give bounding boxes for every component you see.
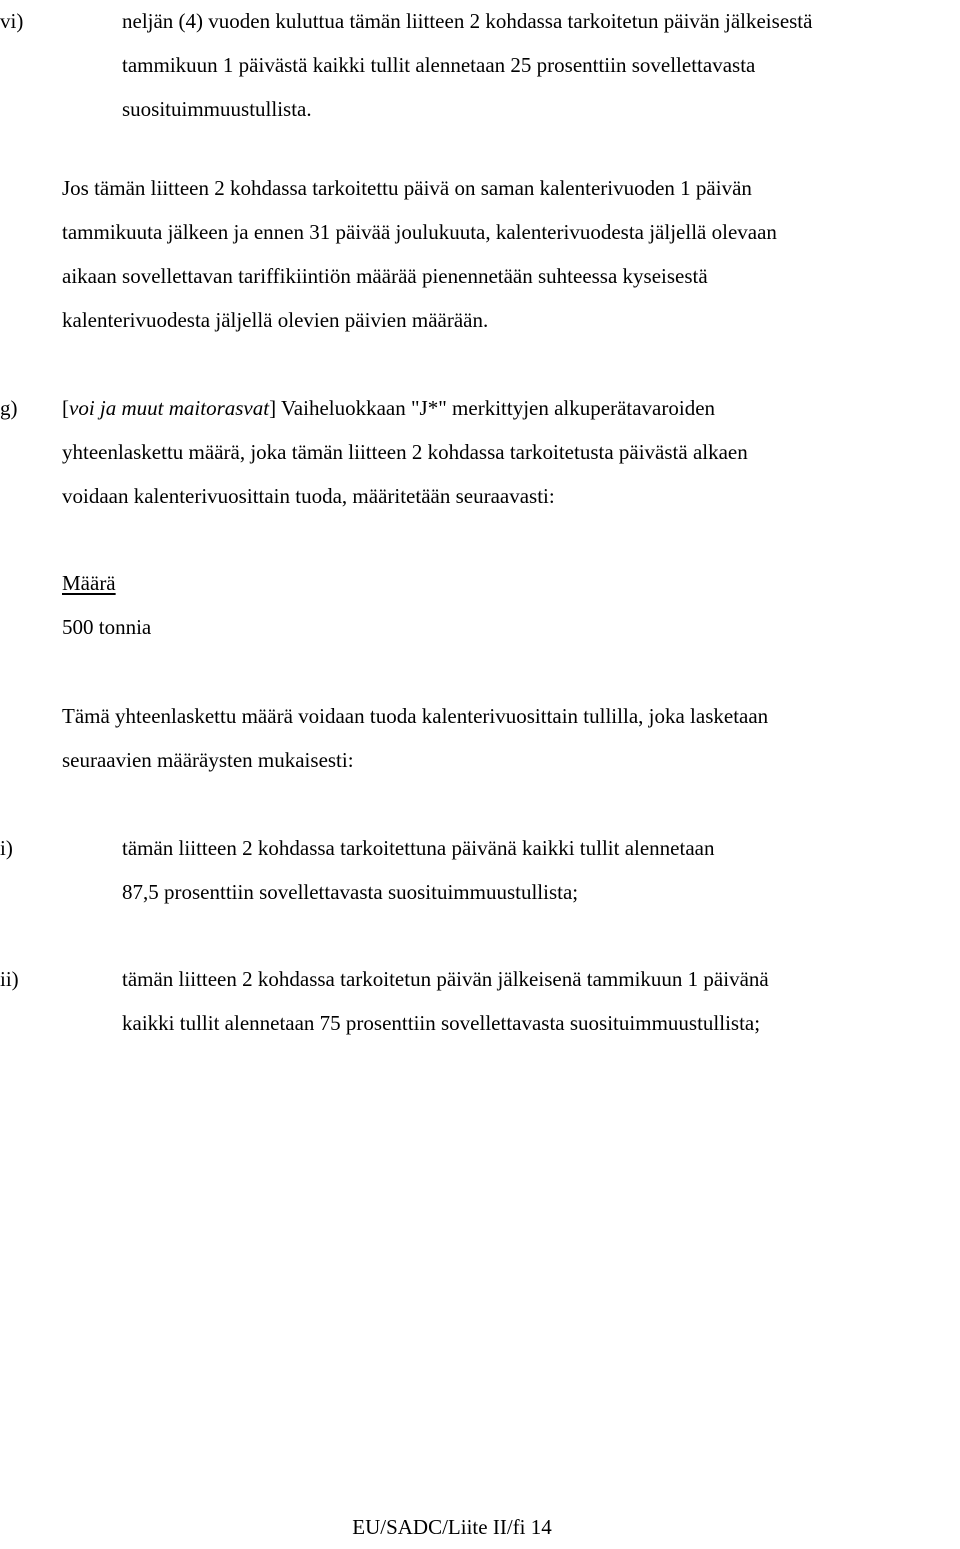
- text-line: seuraavien määräysten mukaisesti:: [62, 748, 354, 772]
- footer-reference: EU/SADC/Liite II/fi 14: [352, 1515, 552, 1539]
- text-line: aikaan sovellettavan tariffikiintiön määrää pienennetään suhteessa kyseisestä: [62, 264, 708, 288]
- quantity-value: 500 tonnia: [62, 615, 152, 639]
- list-item-text: [122, 0, 952, 131]
- text-line: suosituimmuustullista.: [122, 97, 312, 121]
- text-line: kalenterivuodesta jäljellä olevien päivien määrään.: [62, 308, 489, 332]
- section-label: g): [0, 396, 18, 420]
- text-line: Tämä yhteenlaskettu määrä voidaan tuoda kalenterivuosittain tullilla, joka lasketaan: [62, 704, 769, 728]
- text-line: neljän (4) vuoden kuluttua tämän liitteen 2 kohdassa tarkoitetun päivän jälkeisestä: [122, 9, 813, 33]
- quantity-heading: Määrä: [62, 571, 116, 595]
- page-footer: [0, 1505, 960, 1549]
- section-text: [62, 386, 952, 518]
- text-line: tammikuuta jälkeen ja ennen 31 päivää joulukuuta, kalenterivuodesta jäljellä olevaan: [62, 220, 777, 244]
- product-title: voi ja muut maitorasvat: [69, 396, 270, 420]
- list-item-label: ii): [0, 967, 19, 991]
- text-line: yhteenlaskettu määrä, joka tämän liitteen 2 kohdassa tarkoitetusta päivästä alkaen: [62, 440, 748, 464]
- text-line: kaikki tullit alennetaan 75 prosenttiin sovellettavasta suosituimmuustullista;: [122, 1011, 761, 1035]
- paragraph-tama: [62, 694, 952, 782]
- text-line: tämän liitteen 2 kohdassa tarkoitettuna päivänä kaikki tullit alennetaan: [122, 836, 715, 860]
- list-item-label: i): [0, 836, 13, 860]
- text-line: Jos tämän liitteen 2 kohdassa tarkoitettu päivä on saman kalenterivuoden 1 päivän: [62, 176, 752, 200]
- text-line: voidaan kalenterivuosittain tuoda, määritetään seuraavasti:: [62, 484, 555, 508]
- text-line: tammikuun 1 päivästä kaikki tullit alennetaan 25 prosenttiin sovellettavasta: [122, 53, 756, 77]
- list-item-label: vi): [0, 9, 24, 33]
- list-item-text: [122, 957, 952, 1045]
- text-line: 87,5 prosenttiin sovellettavasta suosituimmuustullista;: [122, 880, 579, 904]
- text-line: tämän liitteen 2 kohdassa tarkoitetun päivän jälkeisenä tammikuun 1 päivänä: [122, 967, 769, 991]
- text-line: [voi ja muut maitorasvat] Vaiheluokkaan "J*" merkittyjen alkuperätavaroiden: [62, 396, 716, 420]
- text-fragment: Vaiheluokkaan "J*" merkittyjen alkuperätavaroiden: [276, 396, 716, 420]
- list-item-text: [122, 826, 952, 914]
- quantity-block: [62, 561, 952, 649]
- paragraph-jos: [62, 166, 952, 342]
